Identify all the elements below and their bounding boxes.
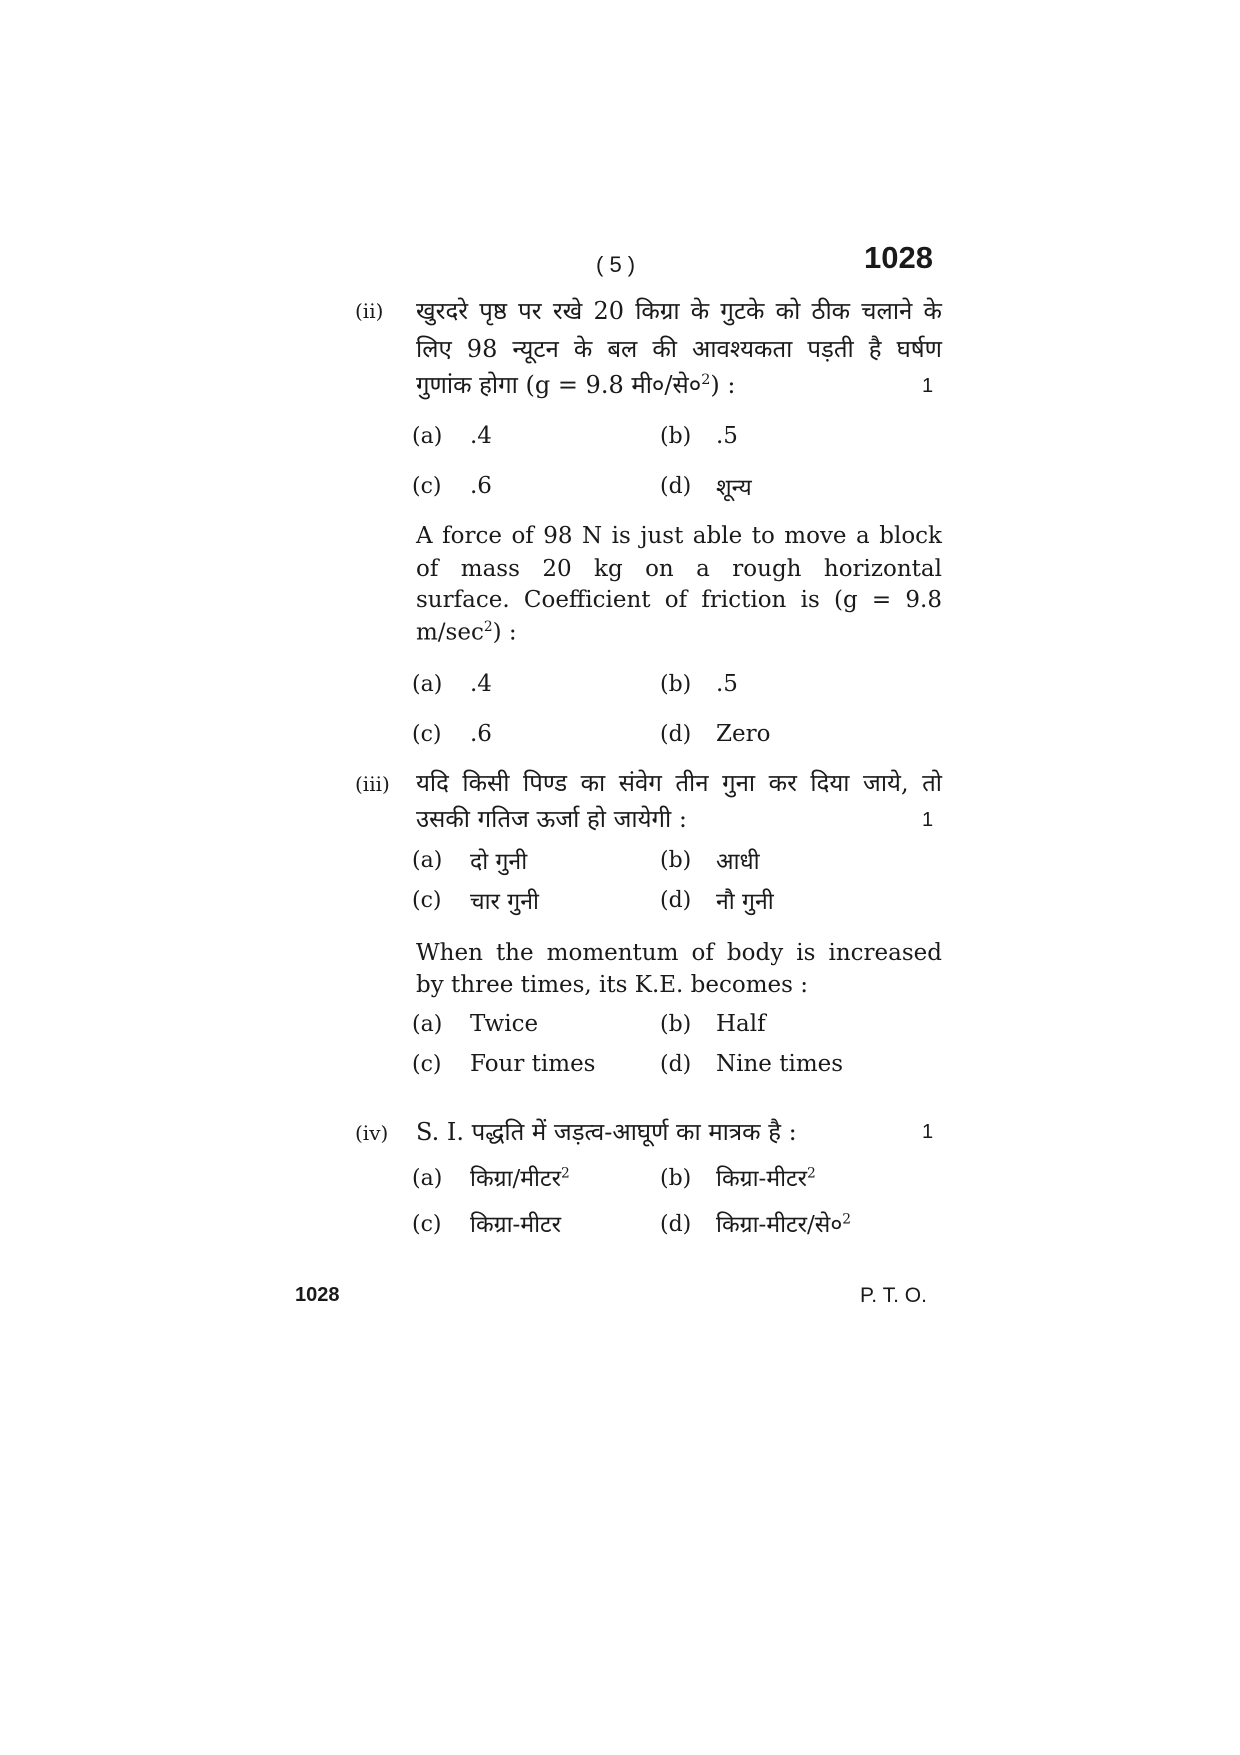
superscript: 2 xyxy=(701,372,711,388)
superscript: 2 xyxy=(842,1211,852,1228)
option-text-main: किग्रा-मीटर/से० xyxy=(716,1212,843,1238)
option-text-main: किग्रा-मीटर xyxy=(716,1166,808,1192)
question-text: ) : xyxy=(492,619,517,646)
option-text: .6 xyxy=(470,473,492,499)
question-hindi-line: उसकी गतिज ऊर्जा हो जायेगी : xyxy=(416,805,687,833)
marks: 1 xyxy=(922,809,934,831)
question-english-line: of mass 20 kg on a rough horizontal xyxy=(416,556,942,582)
option-text: दो गुनी xyxy=(470,849,528,875)
option-text: किग्रा-मीटर xyxy=(470,1212,562,1238)
option-text: .6 xyxy=(470,721,492,747)
question-hindi-line: खुरदरे पृष्ठ पर रखे 20 किग्रा के गुटके को ठीक चलाने के xyxy=(416,297,942,325)
option-label: (c) xyxy=(412,1052,442,1077)
option-label: (b) xyxy=(660,424,692,449)
superscript: 2 xyxy=(483,619,493,635)
question-hindi-line: लिए 98 न्यूटन के बल की आवश्यकता पड़ती है घर्षण xyxy=(416,335,942,363)
option-text: नौ गुनी xyxy=(716,889,774,915)
option-label: (c) xyxy=(412,722,442,747)
question-english-line: surface. Coefficient of friction is (g = 9.8 xyxy=(416,587,942,613)
question-number: (ii) xyxy=(355,299,384,323)
option-label: (b) xyxy=(660,1012,692,1037)
paper-code-footer: 1028 xyxy=(295,1284,340,1306)
question-text: m/sec xyxy=(416,619,484,646)
option-text-main: किग्रा/मीटर xyxy=(470,1166,562,1192)
option-label: (b) xyxy=(660,1166,692,1191)
option-text: शून्य xyxy=(716,475,752,501)
question-english-line xyxy=(416,619,942,646)
option-text: .4 xyxy=(470,423,492,449)
option-label: (b) xyxy=(660,672,692,697)
marks: 1 xyxy=(922,1121,934,1143)
option-label: (a) xyxy=(412,848,443,873)
option-text: Four times xyxy=(470,1051,596,1077)
option-label: (d) xyxy=(660,474,692,499)
option-text: .5 xyxy=(716,671,738,697)
question-english-line: When the momentum of body is increased xyxy=(416,940,942,966)
option-label: (b) xyxy=(660,848,692,873)
option-label: (a) xyxy=(412,1012,443,1037)
option-text: Twice xyxy=(470,1011,539,1037)
option-label: (a) xyxy=(412,1166,443,1191)
option-text xyxy=(470,1161,570,1193)
option-text xyxy=(716,1161,816,1193)
question-hindi-line: यदि किसी पिण्ड का संवेग तीन गुना कर दिया जाये, तो xyxy=(416,769,942,797)
paper-code-header: 1028 xyxy=(864,240,933,275)
option-text: चार गुनी xyxy=(470,889,539,915)
option-text: Nine times xyxy=(716,1051,844,1077)
superscript: 2 xyxy=(807,1165,816,1182)
superscript: 2 xyxy=(561,1165,570,1182)
option-text: .4 xyxy=(470,671,492,697)
page-number: ( 5 ) xyxy=(596,252,636,277)
marks: 1 xyxy=(922,375,934,397)
question-hindi-line xyxy=(416,368,942,401)
option-text: .5 xyxy=(716,423,738,449)
option-label: (c) xyxy=(412,474,442,499)
option-label: (d) xyxy=(660,1212,692,1237)
option-label: (d) xyxy=(660,722,692,747)
question-text: गुणांक होगा (g = 9.8 मी०/से० xyxy=(416,371,702,399)
option-label: (c) xyxy=(412,888,442,913)
question-number: (iv) xyxy=(355,1121,389,1145)
question-english-line: A force of 98 N is just able to move a block xyxy=(416,523,942,549)
option-text: Half xyxy=(716,1011,766,1037)
option-label: (d) xyxy=(660,1052,692,1077)
option-label: (c) xyxy=(412,1212,442,1237)
page-turn-indicator: P. T. O. xyxy=(860,1284,927,1307)
option-text: आधी xyxy=(716,849,760,875)
question-english-line: by three times, its K.E. becomes : xyxy=(416,972,809,998)
question-hindi-line: S. I. पद्धति में जड़त्व-आघूर्ण का मात्रक है : xyxy=(416,1118,797,1146)
option-text xyxy=(716,1207,851,1239)
option-text: Zero xyxy=(716,721,771,747)
option-label: (d) xyxy=(660,888,692,913)
question-number: (iii) xyxy=(355,772,390,796)
question-text: ) : xyxy=(710,371,736,399)
option-label: (a) xyxy=(412,424,443,449)
option-label: (a) xyxy=(412,672,443,697)
